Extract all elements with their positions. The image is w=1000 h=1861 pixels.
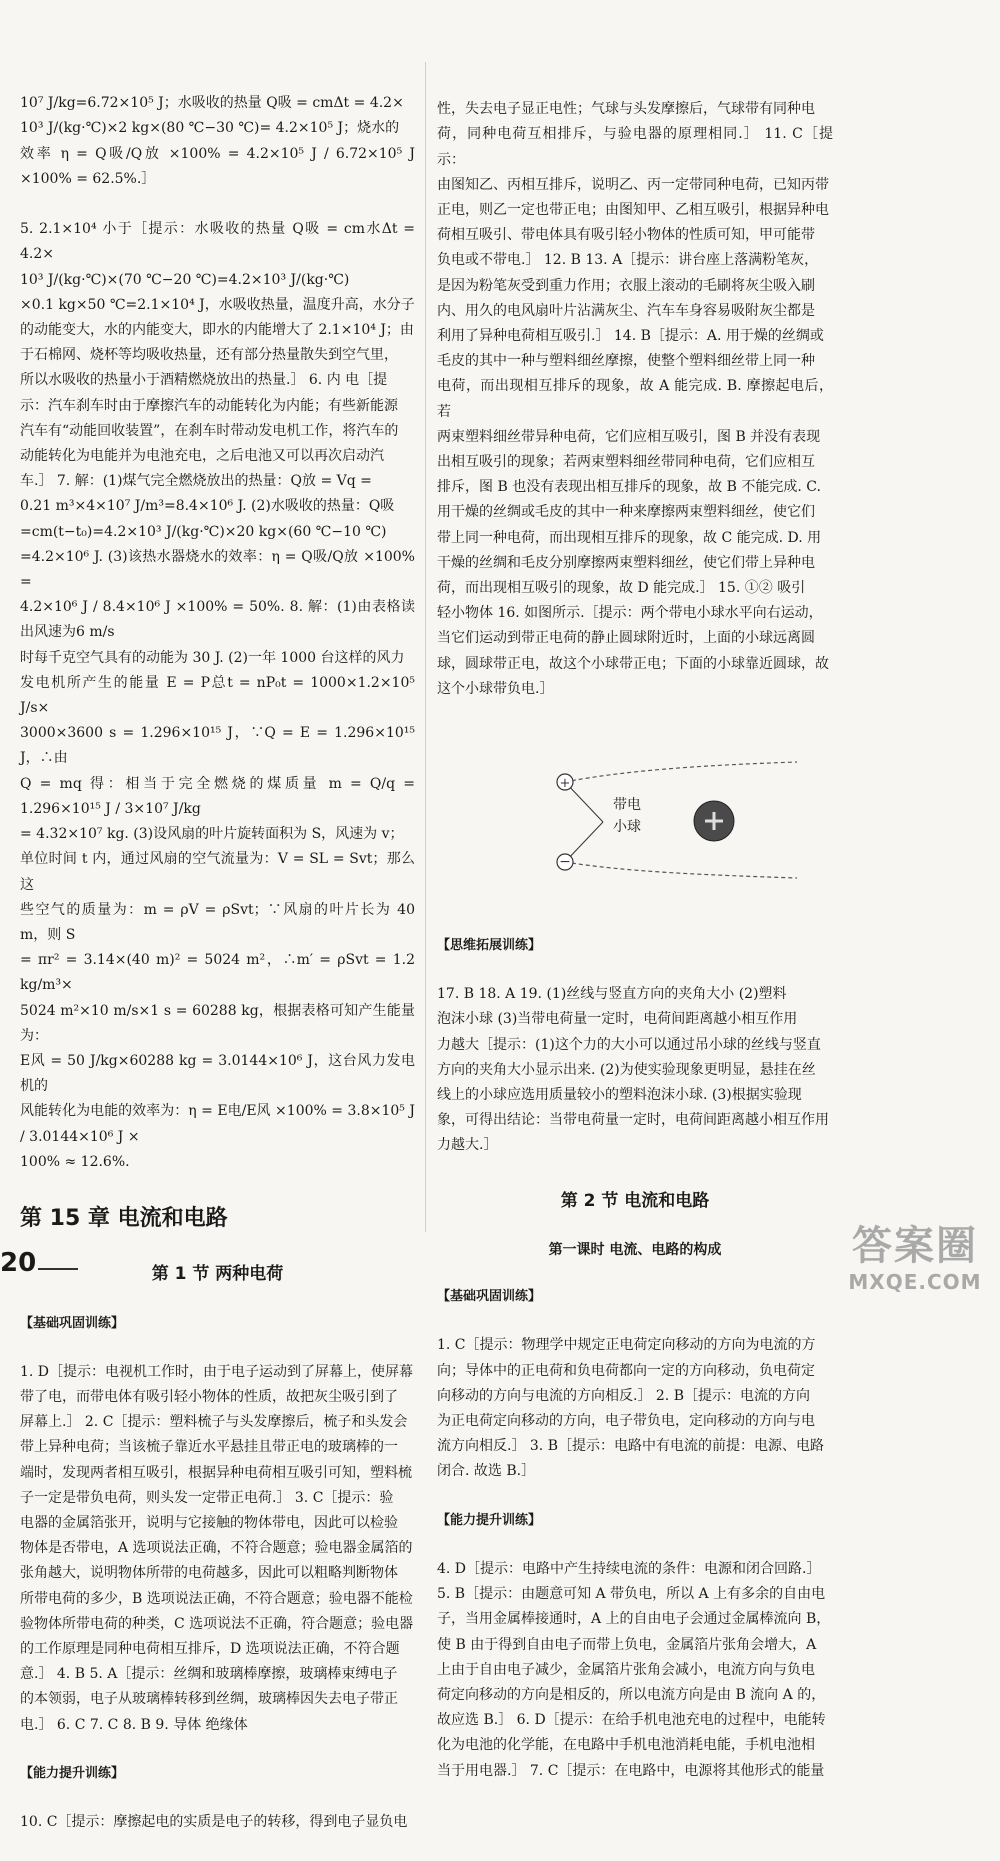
- page-number: 20: [0, 1248, 37, 1278]
- answer-paragraph: 1. C［提示：物理学中规定正电荷定向移动的方向为电流的方 向；导体中的正电荷和负电荷都向一定的方向移动，负电荷定 向移动的方向与电流的方向相反.］ 2. B［提示：电流的方向 为正电荷定向移动的方向，电子带负电，定向移动的方向与电 流方向相反.］ 3. B［提示：电路中有电流的前提：电源、电路 闭合. 故选 B.］: [437, 1337, 824, 1480]
- answer-paragraph: 17. B 18. A 19. (1)丝线与竖直方向的夹角大小 (2)塑料 泡沫小球 (3)当带电荷量一定时，电荷间距离越小相互作用 力越大［提示：(1)这个力的大小可以通过吊小球的丝线与竖直 方向的夹角大小显示出来. (2)为使实验现象更明显，悬挂在丝 线上的小球应选用质量较小的塑料泡沫小球. (3)根据实验现 象，可得出结论：当带电荷量一定时，电荷间距离越小相互作用 力越大.］: [437, 986, 829, 1154]
- exercise-tag: 【思维拓展训练】: [437, 937, 542, 953]
- section-title: 第 2 节 电流和电路: [560, 1190, 710, 1211]
- answer-paragraph: 10⁷ J/kg=6.72×10⁵ J；水吸收的热量 Q吸 = cmΔt = 4.2× 10³ J/(kg·℃)×2 kg×(80 ℃−30 ℃)= 4.2×10⁵ J；烧水的 效率 η = Q吸/Q放 ×100% = 4.2×10⁵ J / 6.72×10⁵ J ×100% = 62.5%.］: [20, 95, 415, 187]
- upper-trajectory: [565, 762, 797, 782]
- answer-paragraph: 5. 2.1×10⁴ 小于［提示：水吸收的热量 Q吸 = cm水Δt = 4.2× 10³ J/(kg·℃)×(70 ℃−20 ℃)=4.2×10³ J/(kg·℃) ×0.1 kg×50 ℃=2.1×10⁴ J，水吸收热量，温度升高，水分子 的动能变大，水的内能变大，即水的内能增大了 2.1×10⁴ J；由 于石棉网、烧杯等均吸收热量，还有部分热量散失到空气里， 所以水吸收的热量小于酒精燃烧放出的热量.］ 6. 内 电［提 示：汽车刹车时由于摩擦汽车的动能转化为内能；有些新能源 汽车有“动能回收装置”，在刹车时带动发电机工作，将汽车的 动能转化为电能并为电池充电，之后电池又可以再次启动汽 车.］ 7. 解：(1)煤气完全燃烧放出的热量：Q放 = Vq = 0.21 m³×4×10⁷ J/m³=8.4×10⁶ J. (2)水吸收的热量：Q吸 =cm(t−t₀)=4.2×10³ J/(kg·℃)×20 kg×(60 ℃−10 ℃) =4.2×10⁶ J. (3)该热水器烧水的效率：η = Q吸/Q放 ×100% = 4.2×10⁶ J / 8.4×10⁶ J ×100% = 50%. 8. 解：(1)由表格读出风速为6 m/s 时每千克空气具有的动能为 30 J. (2)一年 1000 台这样的风力 发电机所产生的能量 E = P总t = nP₀t = 1000×1.2×10⁵ J/s× 3000×3600 s = 1.296×10¹⁵ J，∵Q = E = 1.296×10¹⁵ J，∴由 Q = mq 得：相当于完全燃烧的煤质量 m = Q/q = 1.296×10¹⁵ J / 3×10⁷ J/kg = 4.32×10⁷ kg. (3)设风扇的叶片旋转面积为 S，风速为 v； 单位时间 t 内，通过风扇的空气流量为：V = SL = Svt；那么这 些空气的质量为：m = ρV = ρSvt；∵风扇的叶片长为 40 m，则 S = πr² = 3.14×(40 m)² = 5024 m²，∴m′ = ρSvt = 1.2 kg/m³× 5024 m²×10 m/s×1 s = 60288 kg，根据表格可知产生能量为： E风 = 50 J/kg×60288 kg = 3.0144×10⁶ J，这台风力发电机的 风能转化为电能的效率为：η = E电/E风 ×100% = 3.8×10⁵ J / 3.0144×10⁶ J × 100% ≈ 12.6%.: [20, 221, 415, 1170]
- lesson-title: 第一课时 电流、电路的构成: [548, 1241, 722, 1258]
- figure-label: 带电 小球: [613, 797, 641, 836]
- exercise-tag: 【能力提升训练】: [437, 1512, 542, 1528]
- watermark-title: 答案圈: [852, 1223, 978, 1269]
- figure-drawing: [507, 760, 807, 880]
- minus-sign: −: [559, 854, 571, 871]
- plus-sign: +: [559, 776, 571, 792]
- answer-paragraph: 性，失去电子显正电性；气球与头发摩擦后，气球带有同种电 荷，同种电荷互相排斥，与验电器的原理相同.］ 11. C［提示： 由图知乙、丙相互排斥，说明乙、丙一定带同种电荷，已知丙带 正电，则乙一定也带正电；由图知甲、乙相互吸引，根据异种电 荷相互吸引、带电体具有吸引轻小物体的性质可知，甲可能带 负电或不带电.］ 12. B 13. A［提示：讲台座上落满粉笔灰， 是因为粉笔灰受到重力作用；衣服上滚动的毛刷将灰尘吸入刷 内、用久的电风扇叶片沾满灰尘、汽车车身容易吸附灰尘都是 利用了异种电荷相互吸引.］ 14. B［提示：A. 用于燥的丝绸或 毛皮的其中一种与塑料细丝摩擦，使整个塑料细丝带上同一种 电荷，而出现相互排斥的现象，故 A 能完成. B. 摩擦起电后，若 两束塑料细丝带异种电荷，它们应相互吸引，图 B 并没有表现 出相互吸引的现象；若两束塑料细丝带同种电荷，它们应相互 排斥，图 B 也没有表现出相互排斥的现象，故 B 不能完成. C. 用干燥的丝绸或毛皮的其中一种来摩擦两束塑料细丝，使它们 带上同一种电荷，而出现相互排斥的现象，故 C 能完成. D. 用 干燥的丝绸和毛皮分别摩擦两束塑料细丝，使它们带上异种电 荷，而出现相互吸引的现象，故 D 能完成.］ 15. ①② 吸引 轻小物体 16. 如图所示.［提示：两个带电小球水平向右运动， 当它们运动到带正电荷的静止圆球附近时，上面的小球远离圆 球，圆球带正电，故这个小球带正电；下面的小球靠近圆球，故 这个小球带负电.］: [437, 101, 833, 697]
- section-title: 第 1 节 两种电荷: [151, 1264, 284, 1285]
- exercise-tag: 【基础巩固训练】: [20, 1315, 125, 1331]
- watermark-logo: [830, 1222, 1000, 1306]
- answer-paragraph: 10. C［提示：摩擦起电的实质是电子的转移，得到电子显负电: [20, 1814, 408, 1831]
- chapter-title: 第 15 章 电流和电路: [20, 1206, 228, 1232]
- exercise-tag: 【能力提升训练】: [20, 1766, 125, 1781]
- answer-paragraph: 1. D［提示：电视机工作时，由于电子运动到了屏幕上，使屏幕 带了电，而带电体有吸引轻小物体的性质，故把灰尘吸引到了 屏幕上.］ 2. C［提示：塑料梳子与头发摩擦后，梳子和头发会 带上异种电荷；当该梳子靠近水平悬挂且带正电的玻璃棒的一 端时，发现两者相互吸引，根据异种电荷相互吸引可知，塑料梳 子一定是带负电荷，则头发一定带正电荷.］ 3. C［提示：验 电器的金属箔张开，说明与它接触的物体带电，因此可以检验 物体是否带电，A 选项说法正确，不符合题意；验电器金属箔的 张角越大，说明物体所带的电荷越多，因此可以粗略判断物体 所带电荷的多少，B 选项说法正确，不符合题意；验电器不能检 验物体所带电荷的种类，C 选项说法不正确，符合题意；验电器 的工作原理是同种电荷相互排斥，D 选项说法正确，不符合题 意.］ 4. B 5. A［提示：丝绸和玻璃棒摩擦，玻璃棒束缚电子 的本领弱，电子从玻璃棒转移到丝绸，玻璃棒因失去电子带正 电.］ 6. C 7. C 8. B 9. 导体 绝缘体: [20, 1363, 414, 1733]
- page-number-rule: [38, 1268, 78, 1270]
- left-column: [20, 66, 415, 1861]
- column-divider: [425, 62, 426, 1232]
- lower-trajectory: [565, 862, 797, 878]
- answer-paragraph: 4. D［提示：电路中产生持续电流的条件：电源和闭合回路.］ 5. B［提示：由题意可知 A 带负电，所以 A 上有多余的自由电 子，当用金属棒接通时，A 上的自由电子会通过金属棒流向 B， 使 B 由于得到自由电子而带上负电，金属箔片张角会增大，A 上由于自由电子减少，金属箔片张角会减小，电流方向与负电 荷定向移动的方向是相反的，所以电流方向是由 B 流向 A 的， 故应选 B.］ 6. D［提示：在给手机电池充电的过程中，电能转 化为电池的化学能，在电路中手机电池消耗电能，手机电池相 当于用电器.］ 7. C［提示：在电路中，电源将其他形式的能量: [437, 1560, 831, 1779]
- right-column: [437, 72, 833, 1809]
- watermark-url: MXQE.COM: [848, 1270, 982, 1294]
- charged-balls-figure: [507, 760, 807, 880]
- exercise-tag: 【基础巩固训练】: [437, 1289, 542, 1305]
